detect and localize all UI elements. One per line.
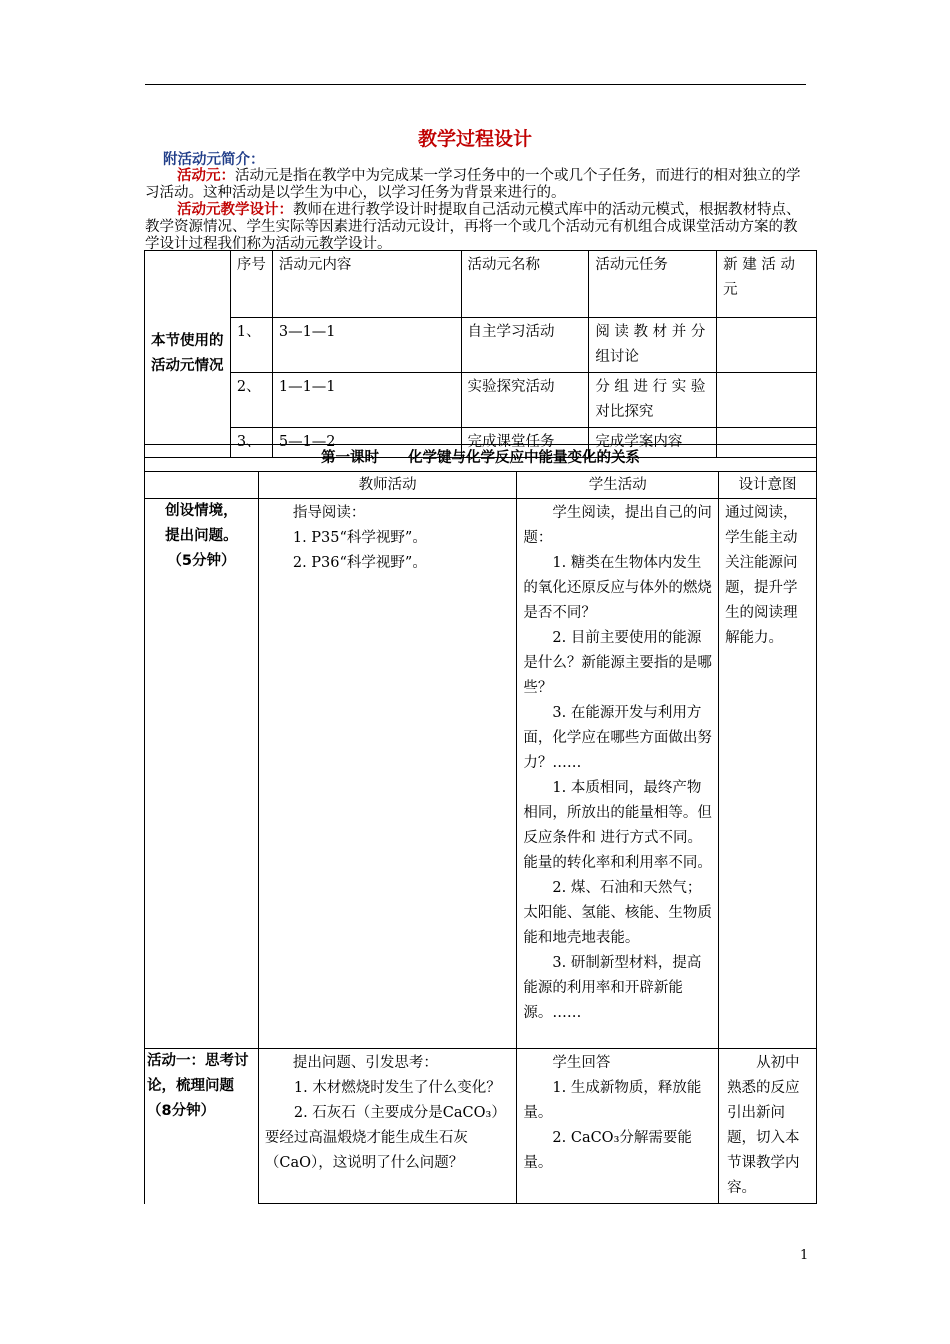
- design-intent: 通过阅读，学生能主动关注能源问题，提升学生的阅读理解能力。: [719, 499, 817, 1049]
- student-line: 2. CaCO₃分解需要能量。: [523, 1130, 692, 1171]
- student-line: 3. 研制新型材料，提高能源的利用率和开辟新能源。……: [523, 955, 702, 1021]
- stage-label: 活动一：思考讨论，梳理问题（8分钟）: [145, 1049, 259, 1204]
- col-header-index: 序号: [230, 251, 272, 318]
- col-header-new: 新 建 活 动 元: [717, 251, 817, 318]
- usage-row-header: 本节使用的活动元情况: [145, 251, 231, 458]
- activity-usage-table: [144, 250, 817, 458]
- lesson-section: [145, 499, 817, 1049]
- student-line: 2. 目前主要使用的能源是什么？新能源主要指的是哪些？: [523, 630, 712, 696]
- header-rule: [145, 84, 806, 85]
- table-row: [145, 318, 817, 373]
- teacher-line: 2. 石灰石（主要成分是CaCO₃）要经过高温煅烧才能生成生石灰（CaO），这说明了什么问题？: [264, 1105, 506, 1171]
- row-task: 分 组 进 行 实 验 对比探究: [589, 373, 717, 428]
- intro-heading-line: [145, 152, 810, 169]
- student-line: 3. 在能源开发与利用方面，化学应在哪些方面做出努力？……: [523, 705, 712, 771]
- page-title: 教学过程设计: [417, 128, 532, 150]
- row-index: 3、: [230, 428, 272, 458]
- col-header-intent: 设计意图: [719, 472, 817, 499]
- para2-label: 活动元教学设计：: [177, 202, 293, 218]
- page-number: 1: [800, 1248, 809, 1263]
- row-task: 阅 读 教 材 并 分 组讨论: [589, 318, 717, 373]
- empty-header-cell: [145, 472, 259, 499]
- para1-text: 活动元是指在教学中为完成某一学习任务中的一个或几个子任务，而进行的相对独立的学习活动。这种活动是以学生为中心，以学习任务为背景来进行的。: [145, 168, 801, 201]
- teacher-line: 1. 木材燃烧时发生了什么变化？: [293, 1080, 501, 1096]
- row-task: 完成学案内容: [589, 428, 717, 458]
- stage-label: 创设情境，提出问题。（5分钟）: [145, 499, 259, 1049]
- student-line: 1. 糖类在生物体内发生的氧化还原反应与体外的燃烧是否不同？: [523, 555, 712, 621]
- student-line: 学生回答: [552, 1055, 611, 1071]
- para2-text: 教师在进行教学设计时提取自己活动元模式库中的活动元模式，根据教材特点、教学资源情况、学生实际等因素进行活动元设计，再将一个或几个活动元有机组合成课堂活动方案的教学设计过程我们称为活动元教学设计。: [145, 202, 801, 252]
- lesson-title: 第一课时 化学键与化学反应中能量变化的关系: [145, 445, 817, 472]
- col-header-task: 活动元任务: [589, 251, 717, 318]
- intro-paragraph-1: [145, 168, 810, 202]
- student-activity: [517, 1049, 719, 1204]
- row-name: 自主学习活动: [461, 318, 589, 373]
- row-content: 5—1—2: [272, 428, 461, 458]
- intro-paragraph-2: [145, 202, 810, 253]
- row-content: 1—1—1: [272, 373, 461, 428]
- student-line: 1. 本质相同，最终产物相同，所放出的能量相等。但反应条件和 进行方式不同。能量的转化率和利用率不同。: [523, 780, 712, 871]
- row-name: 完成课堂任务: [461, 428, 589, 458]
- design-intent: 从初中熟悉的反应引出新问题，切入本节课教学内容。: [719, 1049, 817, 1204]
- teacher-line: 1. P35“科学视野”。: [292, 530, 427, 546]
- teacher-line: 提出问题、引发思考：: [292, 1055, 438, 1071]
- row-content: 3—1—1: [272, 318, 461, 373]
- row-new: [717, 318, 817, 373]
- col-header-teacher: 教师活动: [258, 472, 517, 499]
- col-header-content: 活动元内容: [272, 251, 461, 318]
- teacher-activity: [258, 1049, 517, 1204]
- student-activity: [517, 499, 719, 1049]
- student-line: 1. 生成新物质，释放能量。: [523, 1080, 702, 1121]
- student-line: 2. 煤、石油和天然气；太阳能、氢能、核能、生物质能和地壳地表能。: [523, 880, 712, 946]
- student-line: 学生阅读，提出自己的问题：: [523, 505, 712, 546]
- row-name: 实验探究活动: [461, 373, 589, 428]
- teacher-line: 2. P36“科学视野”。: [292, 555, 427, 571]
- para1-label: 活动元：: [177, 168, 235, 184]
- intro-heading: 附活动元简介：: [163, 152, 265, 168]
- col-header-student: 学生活动: [517, 472, 719, 499]
- row-index: 1、: [230, 318, 272, 373]
- lesson-process-table: [144, 444, 817, 1204]
- col-header-name: 活动元名称: [461, 251, 589, 318]
- row-new: [717, 373, 817, 428]
- teacher-activity: [258, 499, 517, 1049]
- teacher-line: 指导阅读：: [292, 505, 366, 521]
- table-row: [145, 373, 817, 428]
- lesson-section: [145, 1049, 817, 1204]
- row-index: 2、: [230, 373, 272, 428]
